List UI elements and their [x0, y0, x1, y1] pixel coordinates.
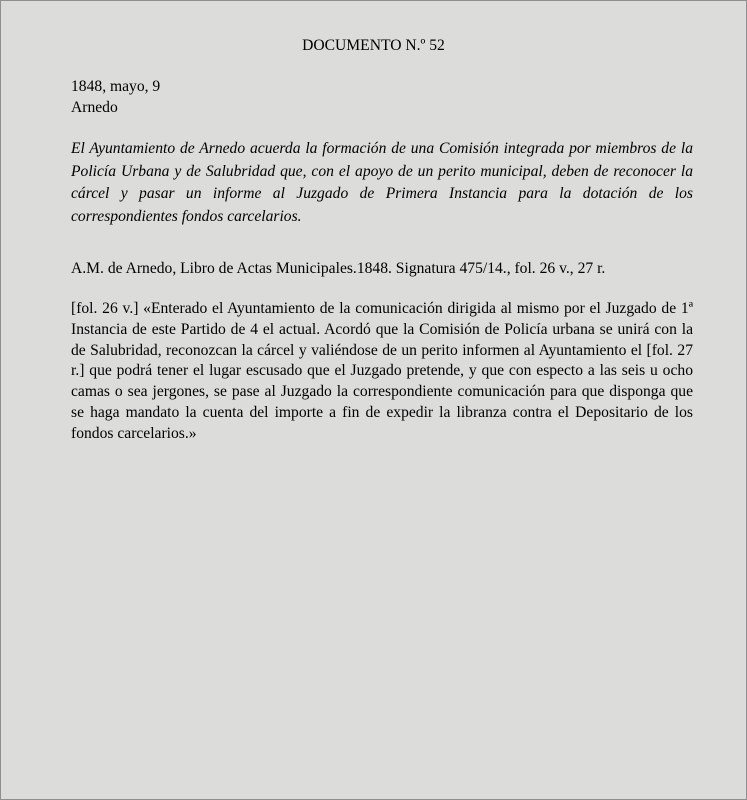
document-date: 1848, mayo, 9 — [71, 78, 161, 95]
document-place: Arnedo — [71, 99, 118, 116]
document-title: DOCUMENTO N.º 52 — [302, 37, 445, 54]
document-transcription: [fol. 26 v.] «Enterado el Ayuntamiento de la comunicación dirigida al mismo por el Juzgado de 1ª Instancia de este Partido de 4 el actual. Acordó que la Comisión de Policía urbana se unirá con la de Salubridad, reconozcan la cárcel y valiéndose de un perito informen al Ayuntamiento el [fol. 27 r.] que podrá tener el lugar escusado que el Juzgado pretende, y que con especto a las seis u ocho camas o sea jergones, se pase al Juzgado la correspondiente comunicación para que disponga que se haga mandato la cuenta del importe a fin de expedir la libranza contra el Depositario de los fondos carcelarios.» — [71, 300, 693, 442]
document-summary: El Ayuntamiento de Arnedo acuerda la formación de una Comisión integrada por miembros de la Policía Urbana y de Salubridad que, con el apoyo de un perito municipal, deben de reconocer la cárcel y pasar un informe al Juzgado de Primera Instancia para la dotación de los correspondientes fondos carcelarios. — [71, 140, 693, 225]
document-source-citation: A.M. de Arnedo, Libro de Actas Municipales.1848. Signatura 475/14., fol. 26 v., 27 r. — [71, 260, 606, 277]
